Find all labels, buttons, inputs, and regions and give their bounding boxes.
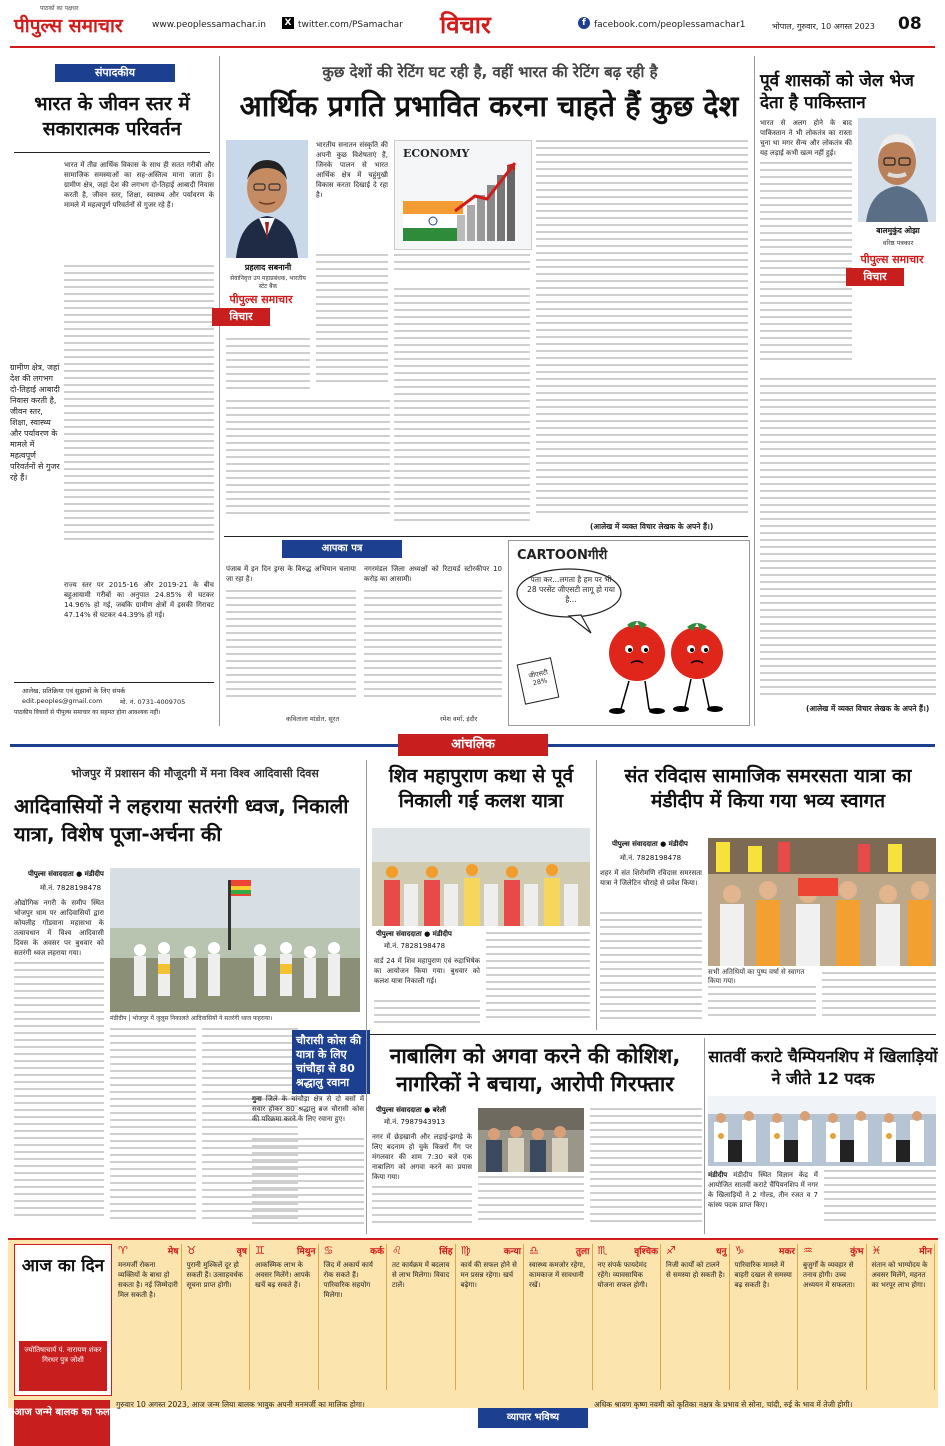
story3-place: मंडीदीप — [432, 930, 452, 938]
horoscope-sign-cell — [116, 1244, 182, 1390]
horoscope-sign-text: स्वास्थ्य कमजोर रहेगा, कामकाज में सावधानी रखें। — [529, 1261, 586, 1289]
editorial-rule — [14, 152, 210, 153]
header-rule — [10, 46, 935, 48]
peoples-vichar-logo-1 — [212, 292, 310, 330]
horoscope-sign-text: पारिवारिक मामले में बाहरी दखल से समस्या बढ़ सकती है। — [734, 1261, 792, 1289]
horoscope-sign-text: संतान को भाग्योदय के अवसर मिलेंगे, महनत का भरपूर लाभ होगा। — [871, 1261, 928, 1289]
main-kicker: कुछ देशों की रेटिंग घट रही है, वहीं भारत की रेटिंग बढ़ रही है — [322, 63, 658, 81]
website-link[interactable]: www.peoplessamachar.in — [152, 20, 266, 30]
story4-mobile: मो.नं. 7828198478 — [620, 854, 682, 862]
story5-byline-name: पीपुल्स संवाददाता — [376, 1106, 422, 1114]
horoscope-sign-name: धनु — [715, 1247, 727, 1257]
horoscope-sign-text: निजी कार्यों को टालने से समस्या हो सकती है। — [666, 1261, 725, 1279]
economy-illustration — [394, 140, 532, 250]
horoscope-sign-name: मीन — [919, 1247, 932, 1257]
author-title: सेवानिवृत्त उप महाप्रबंधक, भारतीय स्टेट बैंक — [230, 275, 306, 290]
horoscope-sign-text: कार्य की सफल होने से मन प्रसन्न रहेगा। खर्च बढ़ेगा। — [460, 1261, 517, 1289]
regional-divider-2 — [596, 760, 597, 1030]
horoscope-sign-name: सिंह — [439, 1247, 453, 1257]
regional-divider-3 — [704, 1038, 705, 1234]
zodiac-6-icon: ♍ — [460, 1244, 471, 1257]
editorial-stats: राज्य स्तर पर 2015-16 और 2019-21 के बीच बहुआयामी गरीबों का अनुपात 24.85% से घटकर 14.96% हो गई, जबकि ग्रामीण क्षेत्रों में इसकी गिरावट 47.14% से घटकर 44.39% हो गई। — [64, 581, 214, 619]
letters-title: आपका पत्र — [282, 540, 402, 558]
horoscope-sign-text: नए संपर्क फायदेमंद रहेंगे। व्यावसायिक योजना सफल होगी। — [597, 1261, 648, 1289]
editorial-pull-quote: ग्रामीण क्षेत्र, जहां देश की लगभग दो-तिहाई आबादी निवास करती है, जीवन स्तर, शिक्षा, स्वास्थ्य और पर्यावरण के मामले में महत्वपूर्ण परिवर्तनों से गुजर रहे हैं। — [10, 363, 60, 482]
story4-col1 — [600, 912, 702, 1028]
col-divider-2 — [754, 56, 755, 726]
horoscope-sign-cell — [733, 1244, 799, 1390]
right-author-photo — [858, 118, 936, 222]
horoscope-sign-name: तुला — [575, 1247, 590, 1257]
story5-place: बरेली — [432, 1106, 447, 1114]
story1-col2 — [110, 1028, 196, 1232]
horoscope-sign-name: वृश्चिक — [634, 1247, 658, 1257]
regional-divider-1 — [366, 760, 367, 1234]
story4-caption: सभी अतिथियों का पुष्प वर्षा से स्वागत किया गया। — [708, 968, 805, 985]
story1-byline: पीपुल्स संवाददाता ● मंडीदीप — [28, 870, 104, 878]
zodiac-9-icon: ♐ — [666, 1244, 676, 1257]
horoscope-sign-cell — [185, 1244, 251, 1390]
horoscope-sign-text: बुजुर्गों के व्यवहार से तनाव होगी। उच्च अध्ययन में सफलता। — [803, 1261, 855, 1289]
right-lead: भारत से अलग होने के बाद पाकिस्तान ने भी लोकतंत्र का रास्ता चुना था मगर सैन्य और लोकतंत्र की यह लड़ाई कभी खत्म नहीं हुई। — [760, 119, 852, 157]
main-col1-lower — [226, 338, 310, 398]
brand-tagline: पाठकों का पक्षधर — [40, 5, 79, 12]
story4-byline: पीपुल्स संवाददाता ● मंडीदीप — [612, 840, 688, 848]
story2-place: गुना — [252, 1095, 262, 1103]
horoscope-sign-cell — [253, 1244, 319, 1390]
editorial-lead: भारत में तीव्र आर्थिक विकास के साथ ही सतत गरीबी और सामाजिक समस्याओं का सह-अस्तित्व माना जाता है। ग्रामीण क्षेत्र, जहां देश की लगभग दो-तिहाई आबादी निवास करती है, जीवन स्तर, शिक्षा, स्वास्थ्य और पर्यावरण के मामले में महत्वपूर्ण परिवर्तनों से गुजर रहे हैं। — [64, 161, 214, 209]
main-conclusion: (आलेख में व्यक्त विचार लेखक के अपने हैं।) — [590, 522, 714, 531]
horoscope-sign-text: पुरानी मुश्किलें दूर हो सकती हैं। उत्साहवर्धक सूचना प्राप्त होगी। — [186, 1261, 243, 1289]
masthead — [0, 0, 945, 46]
story4-lead: शहर में संत शिरोमणि रविदास समरसता यात्रा ने जिलेटिन चौराहे से प्रवेश किया। — [600, 869, 702, 887]
story5-byline: पीपुल्स संवाददाता ● बरेली — [376, 1106, 447, 1114]
story6-lead — [708, 1170, 818, 1232]
col-divider-1 — [219, 56, 220, 726]
editorial-title: भारत के जीवन स्तर में सकारात्मक परिवर्तन — [34, 93, 190, 140]
story3-byline-name: पीपुल्स संवाददाता — [376, 930, 422, 938]
story3-headline: शिव महापुराण कथा से पूर्व निकाली गई कलश यात्रा — [388, 765, 574, 812]
horoscope-sign-cell — [596, 1244, 662, 1390]
main-col3 — [394, 288, 530, 534]
horoscope-sign-cell — [322, 1244, 388, 1390]
page-number: 08 — [898, 14, 922, 34]
editorial-footer-email[interactable]: edit.peoples@gmail.com — [22, 697, 103, 705]
birthday-label: आज जन्मे बालक का फल — [14, 1400, 110, 1446]
trade-text: अधिक श्रावण कृष्ण नवमी को कृतिका नक्षत्र के प्रभाव से सोना, चांदी, रुई के भाव में तेजी होगी। — [594, 1400, 853, 1409]
author-name: प्रहलाद सबनानी — [244, 263, 292, 272]
right-author-title: वरिष्ठ पत्रकार — [882, 239, 914, 247]
main-body-intro: भारतीय सनातन संस्कृति की अपनी कुछ विशेषताएं हैं, जिनके पालन से भारत आर्थिक क्षेत्र में चहुंमुखी विकास करता दिखाई दे रहा है। — [316, 141, 388, 199]
zodiac-8-icon: ♏ — [597, 1244, 608, 1257]
facebook-icon: f — [578, 17, 590, 29]
twitter-link[interactable]: twitter.com/PSamachar — [298, 20, 403, 30]
horoscope-sign-name: मिथुन — [297, 1247, 316, 1257]
story4-photo — [708, 838, 936, 966]
story2-body — [252, 1138, 364, 1232]
story6-photo — [708, 1096, 936, 1166]
story4-col2 — [708, 986, 816, 1028]
main-headline: आर्थिक प्रगति प्रभावित करना चाहते हैं कुछ देश — [239, 89, 739, 123]
zodiac-3-icon: ♊ — [255, 1244, 265, 1257]
zodiac-7-icon: ♎ — [529, 1244, 539, 1257]
vichar-tag: विचार — [212, 308, 270, 326]
story2-lead-text: जिले के चांचौड़ा क्षेत्र से दो बसों में सवार होकर 80 श्रद्धालु ब्रज चौरासी कोस की परिक्रमा करने के लिए रवाना हुए। — [252, 1095, 364, 1123]
editorial-footer-line1: आलेख, प्रतिक्रिया एवं सुझावों के लिए संपर्क — [22, 687, 126, 695]
story6-col2 — [824, 1170, 936, 1232]
section-title: विचार — [440, 11, 491, 39]
editorial-body — [64, 265, 214, 565]
story6-lead-text: मंडीदीप स्थित विज्ञान केंद्र में आयोजित सातवीं कराटे चैंपियनशिप में नगर के खिलाड़ियों ने 2 गोल्ड, तीन रजत व 7 कांस्य पदक प्राप्त किए। — [708, 1171, 818, 1209]
horoscope-sign-name: वृष — [236, 1247, 247, 1257]
story5-col3 — [590, 1108, 702, 1232]
story5-lead: नगर में छेड़खानी और लड़ाई-झगड़े के लिए बदनाम हो चुके किन्नरों गैंग पर मंगलवार की शाम 7:30 बजे एक नाबालिग को अगवा करने का प्रयास किया गया। — [372, 1133, 472, 1181]
zodiac-2-icon: ♉ — [186, 1244, 197, 1257]
story3-col2 — [486, 932, 590, 1028]
zodiac-10-icon: ♑ — [734, 1244, 745, 1257]
story1-caption: मंडीदीप | भोजपुर में जुलूस निकालते आदिवासियों ने सतरंगी ध्वज फहराया। — [110, 1015, 273, 1022]
editorial-footer-line2: पाठकीय विचारों से पीपुल्स समाचार का सहमत होना आवश्यक नहीं। — [14, 709, 161, 716]
economy-label: ECONOMY — [403, 147, 470, 160]
story3-col1 — [374, 1000, 480, 1028]
story4-bottom-rule — [370, 1034, 936, 1035]
main-col4 — [536, 140, 748, 520]
zodiac-12-icon: ♓ — [871, 1244, 882, 1257]
trade-label: व्यापार भविष्य — [478, 1408, 588, 1428]
horoscope-box-sub: ज्योतिषाचार्य पं. नारायण शंकर गिरधर पुत्र जोशी — [19, 1341, 107, 1391]
story4-byline-name: पीपुल्स संवाददाता — [612, 840, 658, 848]
horoscope-sign-text: जिद में अकार्य कार्य रोक सकते हैं। पारिवारिक सहयोग मिलेगा। — [323, 1261, 373, 1299]
horoscope-sign-text: मनमर्जी रोकना व्यक्तियों के बाधा हो सकता है। नई जिम्मेदारी मिल सकती है। — [118, 1261, 178, 1299]
peoples-logo-text-2: पीपुल्स समाचार — [860, 253, 924, 266]
cartoon-bubble-text: पता कर...लगता है हम पर भी 28 परसेंट जीएसटी लागू हो गया है... — [527, 575, 615, 604]
horoscope-box — [14, 1244, 112, 1396]
story5-col1 — [372, 1186, 472, 1232]
horoscope-sign-name: कर्क — [370, 1247, 384, 1257]
story3-mobile: मो.नं. 7828198478 — [384, 942, 446, 950]
story5-col2 — [478, 1176, 584, 1232]
horoscope-sign-name: कुंभ — [850, 1247, 864, 1257]
letters-text-1: पंजाब में इन दिन ड्रग्स के विरुद्ध अभियान चलाया जा रहा है। — [226, 565, 356, 583]
story4-place: मंडीदीप — [668, 840, 688, 848]
dateline: भोपाल, गुरुवार, 10 अगस्त 2023 — [772, 22, 875, 31]
horoscope-sign-cell — [390, 1244, 456, 1390]
story5-headline: नाबालिग को अगवा करने की कोशिश, नागरिकों ने बचाया, आरोपी गिरफ्तार — [389, 1044, 681, 1096]
story5-photo — [478, 1108, 584, 1172]
story1-lead: औद्योगिक नगरी के समीप स्थित भोजपुर धाम पर आदिवासियों द्वारा कोयलीह गोंडवाना महासभा के तत्वावधान में विश्व आदिवासी दिवस के अवसर पर बुधवार को सतरंगी ध्वज लहराया गया। — [14, 899, 104, 957]
cartoon-box — [508, 540, 750, 726]
cartoon-card-text: जीएसटी 28% — [527, 668, 549, 688]
horoscope-sign-cell — [870, 1244, 936, 1390]
zodiac-4-icon: ♋ — [323, 1244, 334, 1257]
brand-logo: पीपुल्स समाचार — [14, 15, 123, 37]
main-col1-body — [226, 400, 390, 528]
story2-lead — [252, 1094, 364, 1134]
story1-kicker: भोजपुर में प्रशासन की मौजूदगी में मना विश्व आदिवासी दिवस — [71, 767, 319, 780]
horoscope-sign-cell — [459, 1244, 525, 1390]
story3-lead: वार्ड 24 में शिव महापुराण एवं रुद्राभिषेक का आयोजन किया गया। बुधवार को कलश यात्रा निकाली गई। — [374, 957, 480, 985]
vichar-tag-2: विचार — [846, 268, 904, 286]
editorial-footer-rule — [14, 682, 214, 683]
letters-text-2: नगरमंडल जिला अध्यक्षों को रिटायर्ड स्टोरकीपर 10 करोड़ का आसामी। — [364, 565, 502, 583]
horoscope-sign-cell — [527, 1244, 593, 1390]
peoples-vichar-logo-2 — [846, 252, 938, 290]
story5-mobile: मो.नं. 7987943913 — [384, 1118, 446, 1126]
zodiac-11-icon: ♒ — [803, 1244, 813, 1257]
story1-col1 — [14, 962, 104, 1232]
story4-headline: संत रविदास सामाजिक समरसता यात्रा का मंडीदीप में किया गया भव्य स्वागत — [624, 765, 912, 812]
main-bottom-rule — [224, 536, 748, 537]
horoscope-sign-cell — [801, 1244, 867, 1390]
author-photo — [226, 140, 308, 258]
editorial-label: संपादकीय — [55, 64, 175, 82]
right-col-text-narrow — [760, 162, 852, 372]
horoscope-sign-name: मेष — [167, 1247, 179, 1257]
right-headline: पूर्व शासकों को जेल भेज देता है पाकिस्तान — [760, 71, 914, 113]
story6-place: मंडीदीप — [708, 1171, 728, 1179]
story3-photo — [372, 828, 590, 926]
zodiac-1-icon: ♈ — [118, 1244, 128, 1257]
facebook-link[interactable]: facebook.com/peoplessamachar1 — [594, 20, 746, 30]
horoscope-sign-name: कन्या — [503, 1247, 521, 1257]
peoples-logo-text: पीपुल्स समाचार — [229, 293, 293, 306]
birthday-text: गुरुवार 10 अगस्त 2023, आज जन्म लिया बालक भावुक अपनी मनमर्जी का मालिक होगा। — [116, 1400, 365, 1409]
horoscope-sign-cell — [664, 1244, 730, 1390]
story1-headline: आदिवासियों ने लहराया सतरंगी ध्वज, निकाली यात्रा, विशेष पूजा-अर्चना की — [14, 794, 349, 846]
letters-col2 — [364, 590, 502, 708]
story3-byline: पीपुल्स संवाददाता ● मंडीदीप — [376, 930, 452, 938]
story4-col3 — [822, 972, 936, 1028]
x-icon: X — [282, 17, 294, 29]
zodiac-5-icon: ♌ — [392, 1244, 402, 1257]
horoscope-sign-text: तट कार्यक्रम में बदलाव से लाभ मिलेगा। विवाद टालें। — [392, 1261, 450, 1289]
editorial-footer-phone: मो. नं. 0731-4009705 — [120, 698, 186, 706]
section-bar-label: आंचलिक — [398, 734, 548, 756]
story6-headline: सातवीं कराटे चैम्पियनशिप में खिलाड़ियों ने जीते 12 पदक — [708, 1047, 938, 1088]
main-col2 — [316, 254, 388, 394]
main-col3-top — [394, 254, 530, 276]
right-author-name: बालमुकुंद ओझा — [876, 226, 920, 235]
letters-sign-1: कविताला मांडोत, सूरत — [286, 715, 340, 723]
cartoon-title: CARTOONगीरी — [517, 548, 608, 563]
story1-place: मंडीदीप — [84, 870, 104, 878]
horoscope-sign-name: मकर — [779, 1247, 795, 1257]
right-col-text-wide — [760, 378, 936, 700]
right-conclusion: (आलेख में व्यक्त विचार लेखक के अपने हैं।) — [806, 704, 930, 713]
story1-mobile: मो.नं. 7828198478 — [40, 884, 102, 892]
story2-headline: चौरासी कोस की यात्रा के लिए चांचौड़ा से 80 श्रद्धालु रवाना — [292, 1030, 370, 1094]
horoscope-grid — [116, 1244, 938, 1352]
horoscope-box-title: आज का दिन — [21, 1256, 105, 1276]
story1-byline-name: पीपुल्स संवाददाता — [28, 870, 74, 878]
letters-sign-2: रमेश वर्मा, इंदौर — [440, 715, 478, 723]
story1-photo — [110, 868, 360, 1012]
horoscope-sign-text: आकस्मिक लाभ के अवसर मिलेंगे। आपके खर्चे बढ़ सकते हैं। — [255, 1261, 311, 1289]
letters-col1 — [226, 590, 356, 708]
